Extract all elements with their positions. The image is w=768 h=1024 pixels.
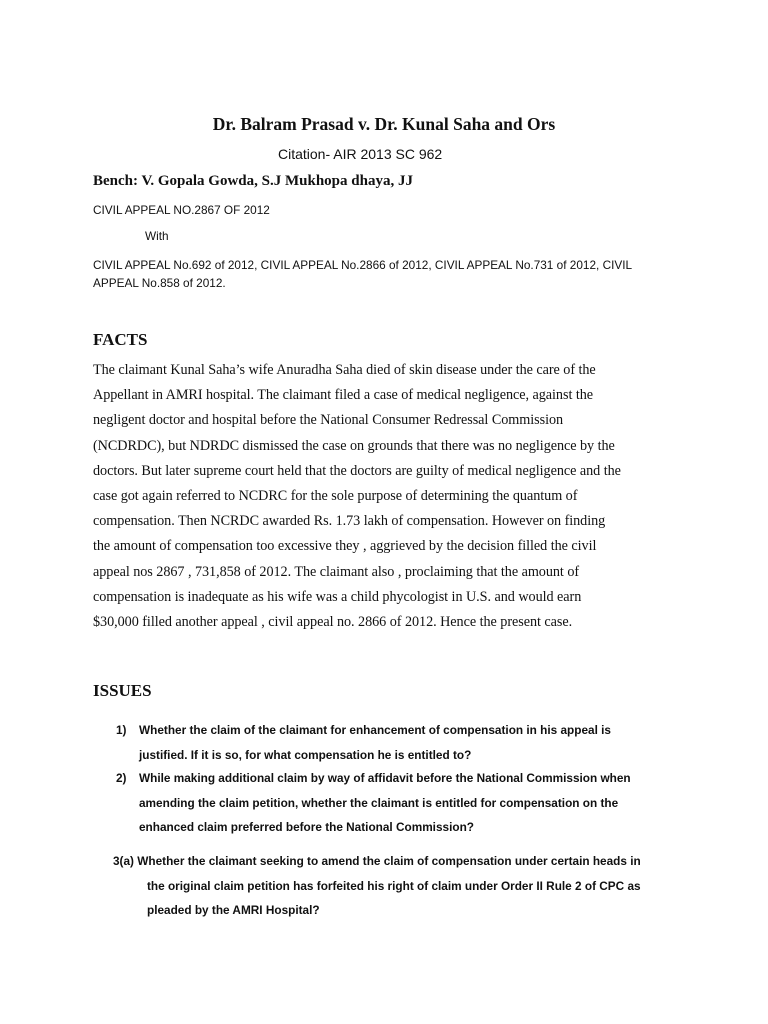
facts-line: (NCDRDC), but NDRDC dismissed the case on grounds that there was no negligence by the (93, 437, 615, 454)
facts-line: doctors. But later supreme court held that the doctors are guilty of medical negligence and the (93, 462, 621, 479)
issue-item (116, 718, 611, 767)
bench: Bench: V. Gopala Gowda, S.J Mukhopa dhaya, JJ (93, 173, 413, 189)
connected-appeals (93, 256, 663, 292)
primary-appeal: CIVIL APPEAL NO.2867 OF 2012 (93, 203, 270, 217)
issues-heading: ISSUES (93, 681, 152, 700)
issue-item (116, 766, 631, 840)
facts-line: case got again referred to NCDRC for the sole purpose of determining the quantum of (93, 488, 578, 505)
issue-line: enhanced claim preferred before the National Commission? (139, 820, 474, 834)
issue-line: amending the claim petition, whether the claimant is entitled for compensation on the (139, 795, 619, 810)
with-label: With (145, 229, 169, 243)
facts-line: The claimant Kunal Saha’s wife Anuradha Saha died of skin disease under the care of the (93, 362, 596, 378)
facts-line: Appellant in AMRI hospital. The claimant filed a case of medical negligence, against the (93, 387, 594, 404)
facts-line: appeal nos 2867 , 731,858 of 2012. The claimant also , proclaiming that the amount of (93, 563, 580, 580)
facts-paragraph (93, 358, 681, 635)
issue-line: pleaded by the AMRI Hospital? (147, 903, 320, 917)
facts-heading: FACTS (93, 330, 148, 349)
facts-line: $30,000 filled another appeal , civil appeal no. 2866 of 2012. Hence the present case. (93, 614, 573, 631)
facts-line: compensation is inadequate as his wife was a child phycologist in U.S. and would earn (93, 588, 582, 605)
connected-appeals-line: CIVIL APPEAL No.692 of 2012, CIVIL APPEAL No.2866 of 2012, CIVIL APPEAL No.731 of 2012, CIVIL (93, 258, 633, 272)
issue-line: Whether the claim of the claimant for enhancement of compensation in his appeal is (139, 723, 611, 737)
issue-number: 2) (116, 771, 127, 785)
issue-line: Whether the claimant seeking to amend the claim of compensation under certain heads in (137, 854, 641, 868)
issue-number: 3(a) (113, 854, 134, 868)
issue-line: justified. If it is so, for what compensation he is entitled to? (139, 747, 472, 762)
facts-line: the amount of compensation too excessive they , aggrieved by the decision filled the civil (93, 538, 597, 555)
facts-line: compensation. Then NCRDC awarded Rs. 1.73 lakh of compensation. However on finding (93, 513, 606, 530)
case-title: Dr. Balram Prasad v. Dr. Kunal Saha and Ors (212, 114, 556, 134)
issue-item (113, 849, 641, 923)
connected-appeals-line: APPEAL No.858 of 2012. (93, 276, 226, 290)
issue-line: the original claim petition has forfeited his right of claim under Order II Rule 2 of CPC as (147, 878, 641, 893)
facts-line: negligent doctor and hospital before the National Consumer Redressal Commission (93, 412, 564, 429)
issue-number: 1) (116, 723, 127, 737)
citation: Citation- AIR 2013 SC 962 (278, 146, 443, 162)
issue-line: While making additional claim by way of affidavit before the National Commission when (139, 771, 631, 785)
